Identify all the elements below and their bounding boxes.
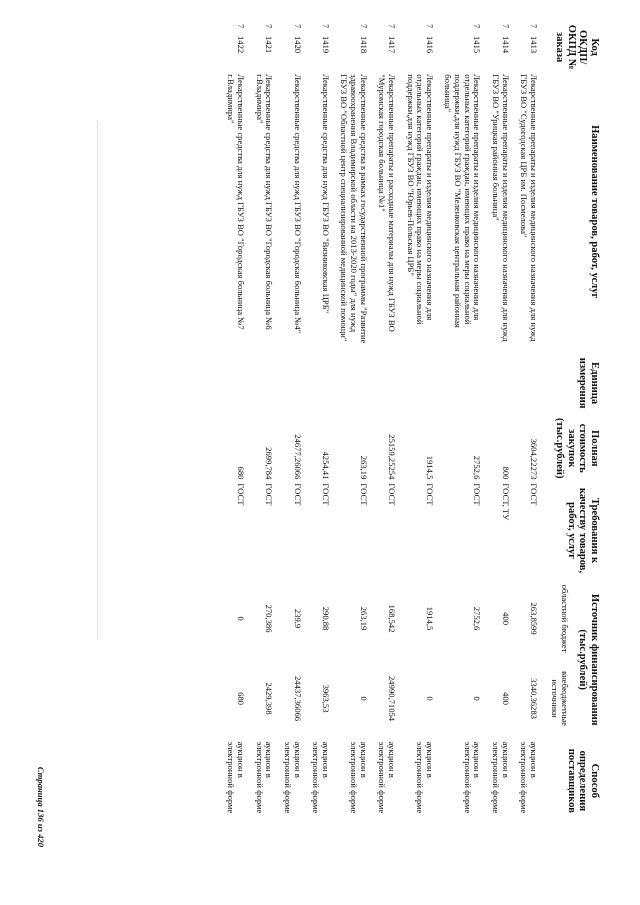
row-funding-extra: 3340,36283 (528, 678, 539, 719)
row-order-number: 1415 (472, 36, 483, 54)
row-unit (436, 351, 484, 415)
row-funding-extra: 0 (358, 696, 369, 701)
row-name: Лекарственные средства для нужд ГБУЗ ВО "Вязниковская ЦРБ" (320, 74, 331, 314)
row-order-number: 1418 (358, 36, 369, 54)
table-row (332, 22, 370, 822)
row-method: аукцион в электронной форме (462, 741, 483, 814)
row-requirements: ГОСТ (386, 483, 397, 506)
row-funding-regional: 168,542 (386, 604, 397, 633)
row-funding-extra: 2429,398 (264, 682, 275, 715)
row-method: аукцион в электронной форме (490, 741, 511, 814)
row-order-number: 1420 (292, 36, 303, 54)
row-okdp-code: 7 (528, 24, 539, 29)
row-order-number: 1414 (500, 36, 511, 54)
row-code-cell (219, 22, 247, 72)
row-name: Лекарственные средства для нужд ГБУЗ ВО "Городская больница №7 г.Владимира" (226, 74, 247, 330)
row-requirements: ГОСТ (264, 483, 275, 506)
row-total: 2699,784 (264, 447, 275, 480)
row-method: аукцион в электронной форме (349, 741, 369, 814)
row-name: Лекарственные препараты и изделия медицинского назначения для отдельных категорий граждан, имеющих право на меры социальной поддержки,для нужд ГБУЗ ВО "Меленковская центральная районная больница" (443, 74, 483, 328)
row-name: Лекарственные препараты и изделия медицинского назначения для нужд ГБУЗ ВО "Судогодская ЦРБ им. Посмелова" (519, 74, 539, 342)
row-requirements: ГОСТ (528, 483, 539, 506)
row-code-cell (304, 22, 332, 72)
table-row (370, 22, 398, 822)
row-code-cell (483, 22, 511, 72)
row-requirements: ГОСТ (320, 483, 331, 506)
row-unit (304, 351, 332, 415)
row-okdp-code: 7 (292, 24, 303, 29)
table-row (483, 22, 511, 822)
row-order-number: 1417 (386, 36, 397, 54)
row-funding-extra: 24990,71054 (386, 675, 397, 722)
header-method: Способ определения поставщиков (565, 748, 600, 813)
header-total: Полная стоимость закупок (тыс.рублей) (554, 417, 600, 479)
row-requirements: ГОСТ (358, 483, 369, 506)
header-name: Наименование товаров, работ, услуг (589, 125, 600, 299)
row-total: 3604,22273 (528, 438, 539, 480)
row-requirements: ГОСТ (292, 483, 303, 506)
row-unit (247, 351, 275, 415)
row-method: аукцион в электронной форме (519, 741, 539, 814)
row-okdp-code: 7 (236, 24, 247, 29)
row-funding-regional: 1914,5 (424, 606, 435, 631)
table-row (275, 22, 303, 822)
header-unit: Единица измерения (577, 357, 600, 409)
row-unit (332, 351, 370, 415)
header-funding-extra: внебюджетные источники (550, 671, 570, 726)
row-funding-regional: 0 (236, 616, 247, 621)
row-total: 4254,41 (320, 451, 331, 480)
row-code-cell (275, 22, 303, 72)
row-funding-extra: 0 (472, 696, 483, 701)
table-row (247, 22, 275, 822)
row-total: 680 (236, 466, 247, 480)
row-total: 263,19 (358, 455, 369, 480)
row-name: Лекарственные препараты и расходные материалы для нужд ГБУЗ ВО "Муромская городская больница №1" (377, 74, 397, 332)
row-requirements: ГОСТ (472, 483, 483, 506)
row-name: Лекарственные средства для нужд ГБУЗ ВО "Городская больница №4" (292, 74, 303, 334)
row-name: Лекарственные препараты и изделия медицинского назначения для нужд ГБУЗ ВО "Урицкая районная больница" (490, 74, 511, 342)
row-funding-regional: 239,9 (292, 608, 303, 629)
row-method: аукцион в электронной форме (311, 741, 331, 814)
row-total: 800 (500, 466, 511, 480)
header-funding: Источник финансирования (тыс.рублей) (577, 593, 600, 726)
row-unit (370, 351, 398, 415)
row-okdp-code: 7 (358, 24, 369, 29)
row-order-number: 1413 (528, 36, 539, 54)
scan-artifact-dots (96, 120, 98, 640)
row-funding-extra: 680 (236, 692, 247, 705)
row-funding-extra: 400 (500, 692, 511, 705)
row-code-cell (332, 22, 370, 72)
row-method: аукцион в электронной форме (415, 741, 435, 814)
row-funding-regional: 290,88 (320, 606, 331, 631)
row-method: аукцион в электронной форме (254, 741, 275, 814)
row-method: аукцион в электронной форме (377, 741, 397, 814)
row-requirements: ГОСТ (236, 483, 247, 506)
row-funding-extra: 0 (424, 696, 435, 701)
row-total: 1914,5 (424, 455, 435, 480)
table-row (304, 22, 332, 822)
row-funding-regional: 2752,6 (472, 606, 483, 631)
row-code-cell (436, 22, 484, 72)
header-funding-regional: областной бюджет (559, 584, 570, 653)
row-funding-extra: 24437,36066 (292, 675, 303, 722)
row-total: 2752,6 (472, 455, 483, 480)
row-code-cell (247, 22, 275, 72)
row-order-number: 1419 (320, 36, 331, 54)
row-code-cell (370, 22, 398, 72)
row-funding-extra: 3963,53 (320, 684, 331, 713)
table-row (219, 22, 247, 822)
row-unit (512, 351, 540, 415)
row-okdp-code: 7 (320, 24, 331, 29)
row-total: 24677,26066 (292, 434, 303, 480)
row-code-cell (398, 22, 436, 72)
page-number: Страница 136 из 420 (36, 766, 46, 847)
row-method: аукцион в электронной форме (282, 741, 303, 814)
procurement-table (219, 22, 602, 822)
row-unit (398, 351, 436, 415)
row-name: Лекарственные средства в рамках государственной программы "Развитие здравоохранения Владимирской области на 2013-2020 годы" для нужд ГБУЗ ВО "Областной центр специализированной медицинской помощи" (339, 74, 369, 344)
row-okdp-code: 7 (386, 24, 397, 29)
row-code-cell (512, 22, 540, 72)
row-unit (219, 351, 247, 415)
row-method: аукцион в электронной форме (226, 741, 247, 814)
row-funding-regional: 400 (500, 612, 511, 625)
row-okdp-code: 7 (424, 24, 435, 29)
row-requirements: ГОСТ, ТУ (500, 483, 511, 521)
table-header-row (571, 22, 602, 822)
row-okdp-code: 7 (264, 24, 275, 29)
table-row (398, 22, 436, 822)
header-requirements: Требования к качеству товаров, работ, услуг (565, 487, 600, 574)
row-unit (275, 351, 303, 415)
row-okdp-code: 7 (472, 24, 483, 29)
row-unit (483, 351, 511, 415)
row-funding-regional: 263,19 (358, 606, 369, 631)
row-funding-regional: 263,8599 (528, 602, 539, 635)
row-name: Лекарственные препараты и изделия медицинского назначения для отдельных категорий граждан, имеющих право на меры социальной поддержки,для нужд ГБУЗ ВО "Юрьев-Польская ЦРБ" (405, 74, 435, 325)
row-order-number: 1422 (236, 36, 247, 54)
row-okdp-code: 7 (500, 24, 511, 29)
table-row (512, 22, 540, 822)
row-total: 25159,25254 (386, 434, 397, 480)
row-order-number: 1421 (264, 36, 275, 54)
row-funding-regional: 270,386 (264, 604, 275, 633)
header-code: Код ОКДП/ ОКПД № заказа (554, 24, 600, 70)
row-requirements: ГОСТ (424, 483, 435, 506)
table-row (436, 22, 484, 822)
row-order-number: 1416 (424, 36, 435, 54)
row-name: Лекарственные средства для нужд ГБУЗ ВО "Городская больница №6 г.Владимира" (254, 74, 275, 330)
